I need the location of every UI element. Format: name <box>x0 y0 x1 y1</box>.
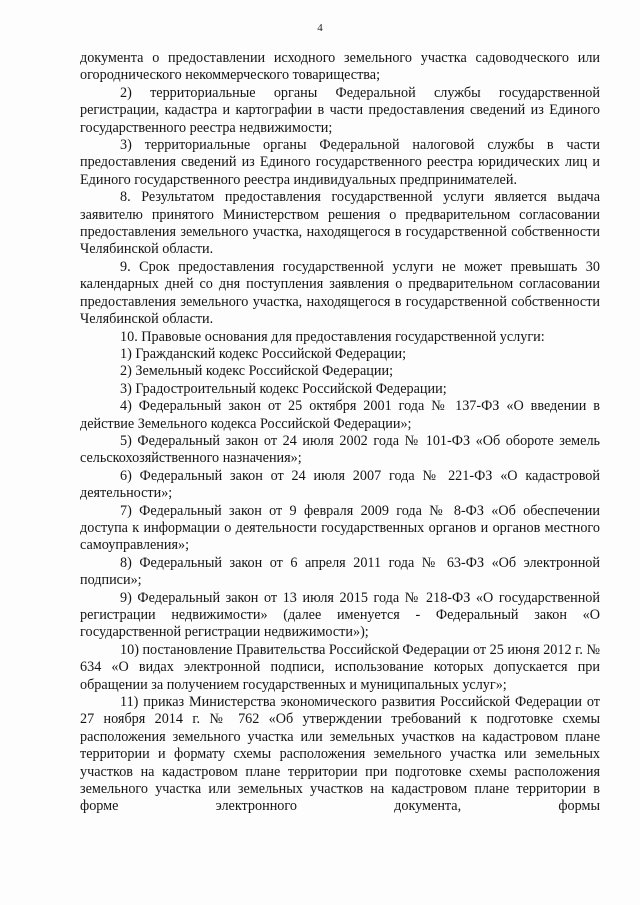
list-item: 8) Федеральный закон от 6 апреля 2011 года № 63-ФЗ «Об электронной подписи»; <box>80 554 600 589</box>
list-item: 3) Градостроительный кодекс Российской Федерации; <box>120 380 447 397</box>
paragraph-continuation: документа о предоставлении исходного земельного участка садоводческого или огороднического некоммерческого товарищества; <box>80 50 600 84</box>
paragraph-item-9-term: 9. Срок предоставления государственной услуги не может превышать 30 календарных дней со дня поступления заявления о предварительном согласовании предоставления земельного участка, находящегося в государственной собственности Челябинской области. <box>80 258 600 328</box>
paragraph-tax-service: 3) территориальные органы Федеральной налоговой службы в части предоставления сведений из Единого государственного реестра юридических лиц и Единого государственного реестра индивидуальных предпринимателей. <box>80 137 600 188</box>
list-item: 7) Федеральный закон от 9 февраля 2009 года № 8-ФЗ «Об обеспечении доступа к информации о деятельности государственных органов и органов местного самоуправления»; <box>80 502 600 554</box>
list-item: 11) приказ Министерства экономического развития Российской Федерации от 27 ноября 2014 г. № 762 «Об утверждении требований к подготовке схемы расположения земельного участка или земельных участков на кадастровом плане территории и формату схемы расположения земельного участка или земельных участков на кадастровом плане территории при подготовке схемы расположения земельного участка или земельных участков на кадастровом плане территории в форме электронного документа, формы <box>80 694 600 815</box>
list-item: 6) Федеральный закон от 24 июля 2007 года № 221-ФЗ «О кадастровой деятельности»; <box>80 467 600 502</box>
paragraph-item-10-legal-basis: 10. Правовые основания для предоставления государственной услуги: <box>120 328 545 345</box>
page-number: 4 <box>317 22 323 34</box>
list-item: 2) Земельный кодекс Российской Федерации; <box>120 363 394 380</box>
paragraph-item-8-result: 8. Результатом предоставления государственной услуги является выдача заявителю принятого Министерством решения о предварительном согласовании предоставления земельного участка, находящегося в государственной собственности Челябинской области. <box>80 189 600 258</box>
list-item: 4) Федеральный закон от 25 октября 2001 года № 137-ФЗ «О введении в действие Земельного кодекса Российской Федерации»; <box>80 398 600 432</box>
body-text <box>80 50 600 816</box>
list-item: 10) постановление Правительства Российской Федерации от 25 июня 2012 г. № 634 «О видах электронной подписи, использование которых допускается при обращении за получением государственных и муниципальных услуг»; <box>80 641 600 693</box>
list-item: 5) Федеральный закон от 24 июля 2002 года № 101-ФЗ «Об обороте земель сельскохозяйственного назначения»; <box>80 432 600 467</box>
paragraph-rosreestr: 2) территориальные органы Федеральной службы государственной регистрации, кадастра и картографии в части предоставления сведений из Единого государственного реестра недвижимости; <box>80 84 600 136</box>
list-item: 9) Федеральный закон от 13 июля 2015 года № 218-ФЗ «О государственной регистрации недвижимости» (далее именуется - Федеральный закон «О государственной регистрации недвижимости»); <box>80 589 600 641</box>
list-item: 1) Гражданский кодекс Российской Федерации; <box>120 345 407 362</box>
